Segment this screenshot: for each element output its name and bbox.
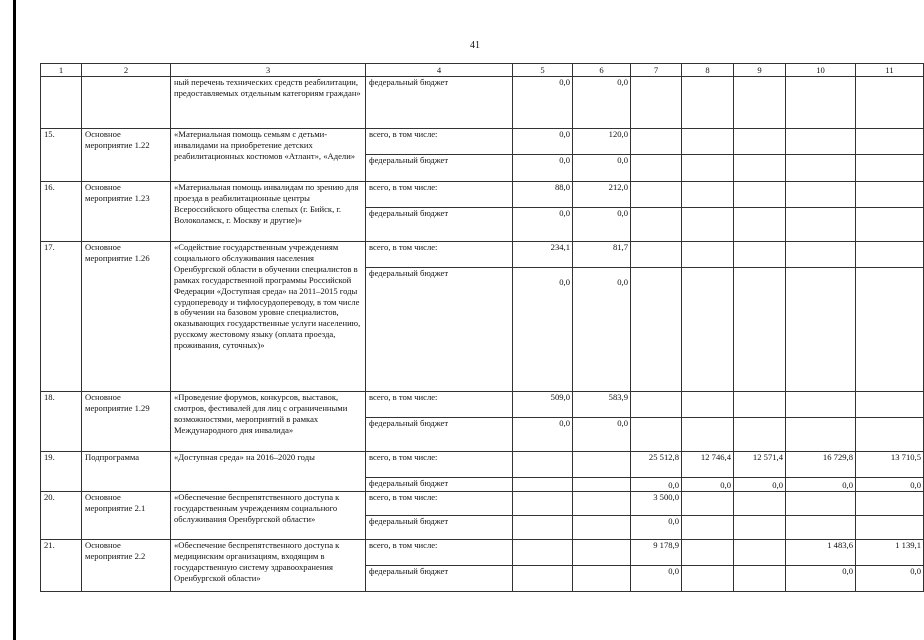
col-header-4: 4: [366, 64, 513, 77]
value-cell: 1 483,6: [786, 540, 856, 566]
page-number: 41: [470, 40, 480, 51]
col-header-10: 10: [786, 64, 856, 77]
table-row: [41, 77, 924, 129]
funding-source-cell: всего, в том числе:: [366, 540, 513, 566]
value-cell: [786, 208, 856, 242]
scan-edge-bar: [13, 0, 16, 640]
row-type-cell: Основное мероприятие 1.23: [82, 182, 171, 242]
col-header-2: 2: [82, 64, 171, 77]
value-cell: [631, 268, 682, 392]
funding-source-cell: федеральный бюджет: [366, 478, 513, 492]
description-cell: «Материальная помощь инвалидам по зрению для проезда в реабилитационные центры Всероссийского общества слепых (г. Бийск, г. Волоколамск, г. Москву и другие)»: [171, 182, 366, 242]
value-cell: [631, 182, 682, 208]
value-cell: [631, 77, 682, 129]
table-row: [41, 540, 924, 566]
col-header-1: 1: [41, 64, 82, 77]
value-cell: 0,0: [856, 566, 924, 592]
value-cell: 0,0: [631, 516, 682, 540]
funding-source-cell: федеральный бюджет: [366, 77, 513, 129]
value-cell: 212,0: [573, 182, 631, 208]
value-cell: 0,0: [573, 77, 631, 129]
value-cell: 0,0: [573, 155, 631, 182]
value-cell: [631, 129, 682, 155]
funding-source-cell: всего, в том числе:: [366, 392, 513, 418]
value-cell: [682, 129, 734, 155]
table-row: [41, 182, 924, 208]
funding-source-cell: федеральный бюджет: [366, 268, 513, 392]
value-cell: 0,0: [786, 478, 856, 492]
value-cell: [856, 242, 924, 268]
funding-source-cell: всего, в том числе:: [366, 242, 513, 268]
value-cell: [682, 492, 734, 516]
value-cell: [856, 418, 924, 452]
value-cell: [786, 182, 856, 208]
value-cell: [856, 129, 924, 155]
col-header-9: 9: [734, 64, 786, 77]
value-cell: [631, 418, 682, 452]
value-cell: 0,0: [631, 478, 682, 492]
value-cell: 0,0: [682, 478, 734, 492]
value-cell: [682, 77, 734, 129]
value-cell: [682, 155, 734, 182]
value-cell: 509,0: [513, 392, 573, 418]
description-cell: «Доступная среда» на 2016–2020 годы: [171, 452, 366, 492]
value-cell: 9 178,9: [631, 540, 682, 566]
row-type-cell: Основное мероприятие 2.2: [82, 540, 171, 592]
value-cell: 16 729,8: [786, 452, 856, 478]
row-number-cell: 21.: [41, 540, 82, 592]
table-row: [41, 492, 924, 516]
row-type-cell: Основное мероприятие 1.22: [82, 129, 171, 182]
value-cell: [573, 452, 631, 478]
value-cell: [734, 540, 786, 566]
funding-source-cell: федеральный бюджет: [366, 155, 513, 182]
row-type-cell: [82, 77, 171, 129]
value-cell: 0,0: [573, 418, 631, 452]
col-header-8: 8: [682, 64, 734, 77]
value-cell: 120,0: [573, 129, 631, 155]
value-cell: [856, 155, 924, 182]
value-cell: [734, 129, 786, 155]
value-cell: 88,0: [513, 182, 573, 208]
description-cell: «Содействие государственным учреждениям социального обслуживания населения Оренбургской области в обучении специалистов в рамках государственной программы Российской Федерации «Доступная среда» на 2011–2015 годы сурдопереводу и тифлосурдопереводу, в том числе в обучении на базовом уровне специалистов, оказывающих государственные услуги населению, русскому жестовому языку (оплата проезда, проживания, суточных)»: [171, 242, 366, 392]
value-cell: [734, 418, 786, 452]
table-row: [41, 129, 924, 155]
value-cell: 234,1: [513, 242, 573, 268]
value-cell: [856, 268, 924, 392]
value-cell: [856, 182, 924, 208]
value-cell: [786, 492, 856, 516]
value-cell: 3 500,0: [631, 492, 682, 516]
col-header-6: 6: [573, 64, 631, 77]
value-cell: [573, 540, 631, 566]
table-row: [41, 242, 924, 268]
value-cell: 0,0: [513, 77, 573, 129]
value-cell: 0,0: [786, 566, 856, 592]
funding-source-cell: всего, в том числе:: [366, 452, 513, 478]
value-cell: [856, 208, 924, 242]
value-cell: [513, 540, 573, 566]
value-cell: [856, 492, 924, 516]
value-cell: [682, 242, 734, 268]
value-cell: [856, 77, 924, 129]
value-cell: 0,0: [856, 478, 924, 492]
row-number-cell: [41, 77, 82, 129]
row-type-cell: Основное мероприятие 1.26: [82, 242, 171, 392]
value-cell: [786, 418, 856, 452]
value-cell: 0,0: [734, 478, 786, 492]
funding-source-cell: всего, в том числе:: [366, 182, 513, 208]
value-cell: [682, 540, 734, 566]
row-number-cell: 16.: [41, 182, 82, 242]
table-row: [41, 392, 924, 418]
value-cell: [631, 155, 682, 182]
value-cell: [856, 516, 924, 540]
col-header-11: 11: [856, 64, 924, 77]
value-cell: [734, 182, 786, 208]
col-header-7: 7: [631, 64, 682, 77]
value-cell: 25 512,8: [631, 452, 682, 478]
value-cell: 0,0: [573, 208, 631, 242]
row-number-cell: 17.: [41, 242, 82, 392]
description-cell: «Обеспечение беспрепятственного доступа к государственным учреждениям социального обслуживания Оренбургской области»: [171, 492, 366, 540]
funding-source-cell: всего, в том числе:: [366, 492, 513, 516]
row-number-cell: 20.: [41, 492, 82, 540]
value-cell: [573, 492, 631, 516]
value-cell: [513, 452, 573, 478]
value-cell: 0,0: [513, 129, 573, 155]
funding-source-cell: федеральный бюджет: [366, 516, 513, 540]
column-number-row: [41, 64, 924, 77]
value-cell: 0,0: [513, 208, 573, 242]
value-cell: [786, 155, 856, 182]
value-cell: [786, 242, 856, 268]
value-cell: [631, 392, 682, 418]
value-cell: 0,0: [573, 268, 631, 392]
description-cell: «Проведение форумов, конкурсов, выставок, смотров, фестивалей для лиц с ограниченными возможностями, мероприятий в рамках Международного дня инвалида»: [171, 392, 366, 452]
col-header-3: 3: [171, 64, 366, 77]
value-cell: [573, 478, 631, 492]
value-cell: [734, 492, 786, 516]
value-cell: [786, 268, 856, 392]
value-cell: 12 571,4: [734, 452, 786, 478]
value-cell: [734, 392, 786, 418]
description-cell: «Обеспечение беспрепятственного доступа к медицинским организациям, входящим в государственную систему здравоохранения Оренбургской области»: [171, 540, 366, 592]
value-cell: [734, 242, 786, 268]
value-cell: [856, 392, 924, 418]
value-cell: 583,9: [573, 392, 631, 418]
value-cell: 1 139,1: [856, 540, 924, 566]
value-cell: [786, 516, 856, 540]
value-cell: [682, 566, 734, 592]
value-cell: [786, 77, 856, 129]
value-cell: 12 746,4: [682, 452, 734, 478]
description-cell: ный перечень технических средств реабилитации, предоставляемых отдельным категориям граждан»: [171, 77, 366, 129]
value-cell: [734, 208, 786, 242]
value-cell: [513, 492, 573, 516]
value-cell: [734, 155, 786, 182]
value-cell: 81,7: [573, 242, 631, 268]
value-cell: [786, 392, 856, 418]
value-cell: [513, 566, 573, 592]
value-cell: [734, 566, 786, 592]
value-cell: [682, 392, 734, 418]
value-cell: 13 710,5: [856, 452, 924, 478]
value-cell: [573, 566, 631, 592]
value-cell: [734, 77, 786, 129]
row-type-cell: Основное мероприятие 2.1: [82, 492, 171, 540]
table-row: [41, 452, 924, 478]
value-cell: 0,0: [513, 155, 573, 182]
row-number-cell: 18.: [41, 392, 82, 452]
value-cell: [682, 516, 734, 540]
value-cell: [513, 478, 573, 492]
value-cell: [786, 129, 856, 155]
value-cell: [682, 418, 734, 452]
col-header-5: 5: [513, 64, 573, 77]
value-cell: [682, 268, 734, 392]
value-cell: [513, 516, 573, 540]
description-cell: «Материальная помощь семьям с детьми-инвалидами на приобретение детских реабилитационных костюмов «Атлант», «Адели»: [171, 129, 366, 182]
budget-table: [40, 63, 924, 592]
value-cell: [631, 208, 682, 242]
row-number-cell: 19.: [41, 452, 82, 492]
row-type-cell: Подпрограмма: [82, 452, 171, 492]
funding-source-cell: федеральный бюджет: [366, 208, 513, 242]
funding-source-cell: федеральный бюджет: [366, 566, 513, 592]
value-cell: [734, 516, 786, 540]
row-number-cell: 15.: [41, 129, 82, 182]
value-cell: [573, 516, 631, 540]
funding-source-cell: всего, в том числе:: [366, 129, 513, 155]
value-cell: 0,0: [631, 566, 682, 592]
value-cell: [631, 242, 682, 268]
funding-source-cell: федеральный бюджет: [366, 418, 513, 452]
value-cell: 0,0: [513, 268, 573, 392]
value-cell: 0,0: [513, 418, 573, 452]
row-type-cell: Основное мероприятие 1.29: [82, 392, 171, 452]
value-cell: [682, 208, 734, 242]
value-cell: [734, 268, 786, 392]
value-cell: [682, 182, 734, 208]
